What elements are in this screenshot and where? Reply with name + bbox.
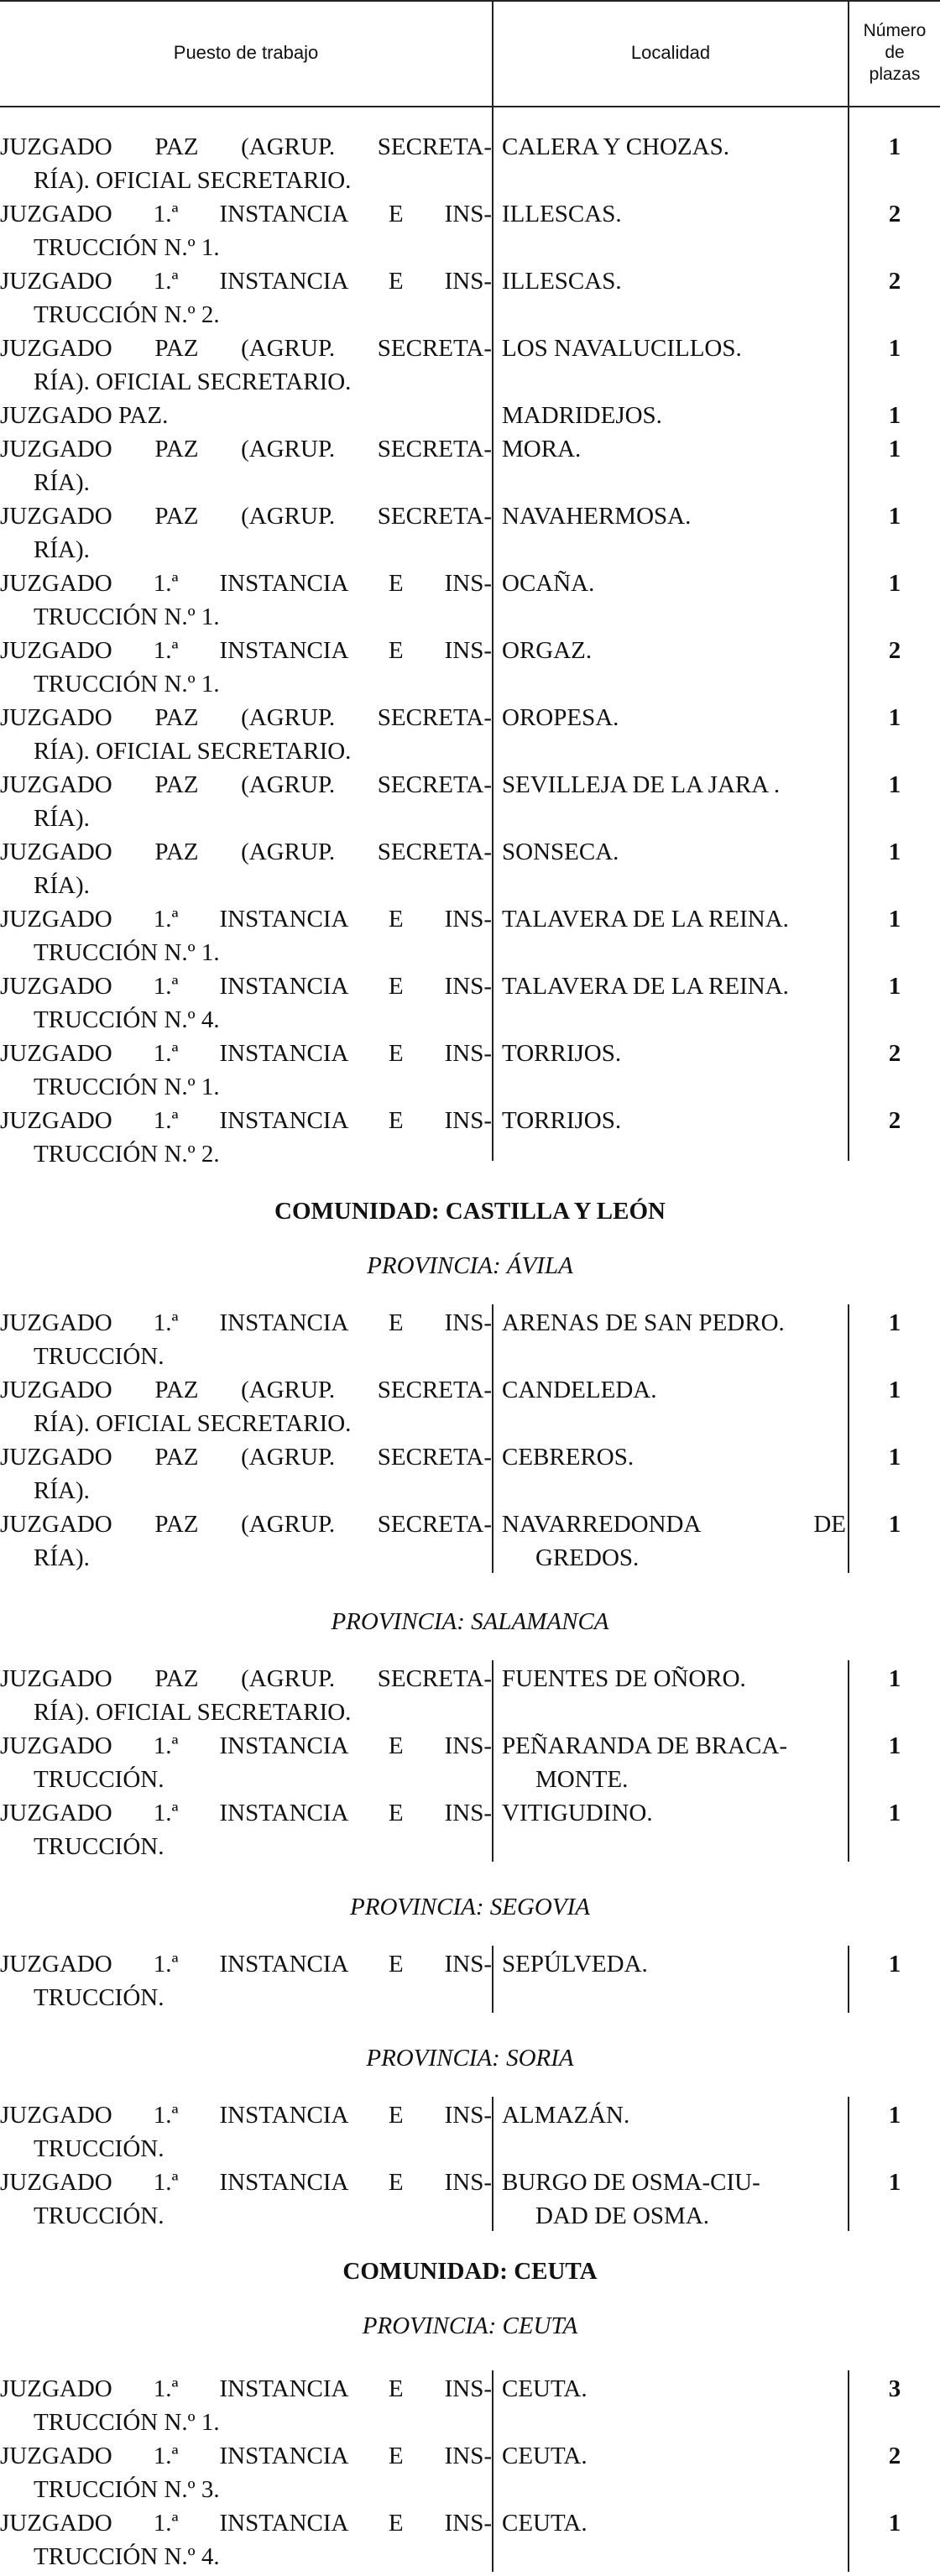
localidad-cell <box>502 197 846 231</box>
column-divider-2 <box>848 107 849 1161</box>
localidad-cell <box>502 1104 846 1137</box>
localidad-line-2: MONTE. <box>535 1766 629 1793</box>
plazas-cell: 1 <box>888 839 901 865</box>
localidad-line-1: OCAÑA. <box>502 570 595 597</box>
table-row <box>0 1373 940 1441</box>
table-row <box>0 2372 940 2440</box>
localidad-cell <box>502 1037 846 1070</box>
table-row <box>0 1037 940 1105</box>
table-row <box>0 1729 940 1797</box>
table-row <box>0 130 940 198</box>
puesto-line-1: JUZGADO PAZ (AGRUP. SECRETA- <box>0 503 492 530</box>
puesto-line-1: JUZGADO 1.ª INSTANCIA E INS- <box>0 1732 492 1759</box>
puesto-line-2: TRUCCIÓN. <box>34 2202 164 2229</box>
table-row <box>0 567 940 635</box>
plazas-cell: 1 <box>888 1377 901 1403</box>
localidad-cell <box>502 835 846 869</box>
table-row <box>0 2166 940 2234</box>
plazas-cell: 1 <box>888 704 901 731</box>
plazas-cell: 2 <box>888 201 901 227</box>
table-row <box>0 399 940 432</box>
puesto-line-2: RÍA). OFICIAL SECRETARIO. <box>34 1699 352 1726</box>
localidad-line-1: ALMAZÁN. <box>502 2102 630 2129</box>
puesto-line-1: JUZGADO 1.ª INSTANCIA E INS- <box>0 2443 492 2469</box>
localidad-line-1: CEUTA. <box>502 2510 588 2537</box>
puesto-line-1: JUZGADO 1.ª INSTANCIA E INS- <box>0 2375 492 2402</box>
header-puesto: Puesto de trabajo <box>173 42 319 63</box>
puesto-line-1: JUZGADO 1.ª INSTANCIA E INS- <box>0 1040 492 1067</box>
plazas-cell: 1 <box>888 2169 901 2196</box>
puesto-line-1: JUZGADO PAZ (AGRUP. SECRETA- <box>0 436 492 462</box>
puesto-cell <box>0 1104 492 1171</box>
plazas-cell: 1 <box>888 1800 901 1826</box>
puesto-line-2: TRUCCIÓN N.º 1. <box>34 234 220 261</box>
table-row <box>0 835 940 903</box>
plazas-cell: 2 <box>888 637 901 664</box>
localidad-cell <box>502 332 846 365</box>
plazas-cell: 1 <box>888 1444 901 1471</box>
localidad-line-1: CEBREROS. <box>502 1444 634 1471</box>
provincia-title-ceuta: PROVINCIA: CEUTA <box>362 2312 578 2339</box>
comunidad-ceuta-title: COMUNIDAD: CEUTA <box>342 2258 598 2285</box>
localidad-line-1: MORA. <box>502 436 582 462</box>
table-row <box>0 1662 940 1730</box>
localidad-cell <box>502 432 846 466</box>
header-bottom-rule <box>0 106 940 107</box>
localidad-line-1: CEUTA. <box>502 2375 588 2402</box>
puesto-line-2: TRUCCIÓN N.º 1. <box>34 939 220 966</box>
puesto-line-2: RÍA). <box>34 469 90 496</box>
table-header <box>0 0 940 107</box>
puesto-line-2: TRUCCIÓN N.º 1. <box>34 604 220 630</box>
column-divider-1 <box>492 1304 494 1573</box>
localidad-line-1: CEUTA. <box>502 2443 588 2469</box>
table-row <box>0 432 940 500</box>
puesto-line-1: JUZGADO 1.ª INSTANCIA E INS- <box>0 268 492 295</box>
puesto-cell <box>0 1507 492 1575</box>
localidad-cell <box>502 2439 846 2473</box>
plazas-cell: 1 <box>888 1665 901 1692</box>
localidad-line-1: MADRIDEJOS. <box>502 402 662 429</box>
header-divider-1 <box>492 0 494 107</box>
puesto-cell <box>0 1662 492 1729</box>
column-divider-2 <box>848 1660 849 1862</box>
header-numero-plazas: Número de plazas <box>863 21 927 84</box>
localidad-cell <box>502 399 846 432</box>
puesto-line-2: RÍA). OFICIAL SECRETARIO. <box>34 167 352 194</box>
puesto-line-1: JUZGADO PAZ (AGRUP. SECRETA- <box>0 704 492 731</box>
provincia-title-salamanca: PROVINCIA: SALAMANCA <box>331 1608 609 1635</box>
puesto-line-2: TRUCCIÓN N.º 4. <box>34 1006 220 1033</box>
puesto-cell <box>0 1440 492 1507</box>
table-row <box>0 768 940 836</box>
column-divider-1 <box>492 2370 494 2572</box>
plazas-cell: 2 <box>888 268 901 295</box>
puesto-line-1: JUZGADO PAZ. <box>0 402 169 429</box>
localidad-cell <box>502 1507 846 1575</box>
header-divider-2 <box>848 0 849 107</box>
localidad-cell <box>502 1796 846 1830</box>
table-row <box>0 1306 940 1374</box>
localidad-cell <box>502 264 846 298</box>
localidad-cell <box>502 499 846 533</box>
localidad-line-1: TALAVERA DE LA REINA. <box>502 906 789 933</box>
plazas-cell: 1 <box>888 1732 901 1759</box>
plazas-cell: 1 <box>888 133 901 160</box>
localidad-line-1: TORRIJOS. <box>502 1107 622 1134</box>
puesto-cell <box>0 2098 492 2166</box>
puesto-line-2: TRUCCIÓN. <box>34 1766 164 1793</box>
localidad-cell <box>502 1306 846 1340</box>
header-top-rule <box>0 0 940 2</box>
puesto-cell <box>0 2166 492 2233</box>
header-localidad: Localidad <box>630 42 711 63</box>
puesto-line-2: TRUCCIÓN. <box>34 1984 164 2011</box>
plazas-cell: 1 <box>888 906 901 933</box>
puesto-line-2: TRUCCIÓN N.º 2. <box>34 1141 220 1168</box>
localidad-cell <box>502 1373 846 1407</box>
puesto-line-1: JUZGADO 1.ª INSTANCIA E INS- <box>0 1800 492 1826</box>
localidad-line-1: ORGAZ. <box>502 637 593 664</box>
puesto-cell <box>0 969 492 1037</box>
table-row <box>0 499 940 567</box>
puesto-cell <box>0 399 492 432</box>
puesto-line-1: JUZGADO 1.ª INSTANCIA E INS- <box>0 1951 492 1978</box>
column-divider-1 <box>492 2097 494 2231</box>
localidad-line-1: SEVILLEJA DE LA JARA . <box>502 771 781 798</box>
puesto-cell <box>0 835 492 902</box>
puesto-line-2: TRUCCIÓN N.º 1. <box>34 2409 220 2436</box>
table-row <box>0 332 940 400</box>
puesto-cell <box>0 264 492 332</box>
plazas-cell: 1 <box>888 335 901 362</box>
localidad-line-1: CANDELEDA. <box>502 1377 657 1403</box>
puesto-line-1: JUZGADO 1.ª INSTANCIA E INS- <box>0 2102 492 2129</box>
puesto-line-2: TRUCCIÓN N.º 4. <box>34 2543 220 2570</box>
provincia-title-soria: PROVINCIA: SORIA <box>366 2045 574 2072</box>
table-row <box>0 197 940 265</box>
localidad-line-1: ILLESCAS. <box>502 268 622 295</box>
localidad-cell <box>502 2372 846 2406</box>
plazas-cell: 1 <box>888 503 901 530</box>
puesto-cell <box>0 701 492 768</box>
localidad-cell <box>502 2506 846 2540</box>
localidad-line-1: TORRIJOS. <box>502 1040 622 1067</box>
table-row <box>0 1507 940 1575</box>
puesto-line-1: JUZGADO 1.ª INSTANCIA E INS- <box>0 973 492 1000</box>
localidad-cell <box>502 768 846 802</box>
localidad-line-1: NAVARREDONDA DE <box>502 1511 846 1538</box>
table-row <box>0 701 940 769</box>
puesto-cell <box>0 332 492 399</box>
table-row <box>0 969 940 1037</box>
puesto-line-2: RÍA). <box>34 805 90 832</box>
puesto-line-1: JUZGADO 1.ª INSTANCIA E INS- <box>0 1107 492 1134</box>
puesto-cell <box>0 432 492 499</box>
plazas-cell: 1 <box>888 436 901 462</box>
localidad-line-1: ARENAS DE SAN PEDRO. <box>502 1309 785 1336</box>
plazas-cell: 1 <box>888 1309 901 1336</box>
localidad-cell <box>502 634 846 667</box>
localidad-cell <box>502 2098 846 2132</box>
plazas-cell: 1 <box>888 1511 901 1538</box>
plazas-cell: 2 <box>888 2443 901 2469</box>
provincia-title-avila: PROVINCIA: ÁVILA <box>367 1252 573 1279</box>
column-divider-2 <box>848 1304 849 1573</box>
puesto-line-2: RÍA). <box>34 872 90 899</box>
table-row <box>0 1796 940 1864</box>
puesto-cell <box>0 130 492 197</box>
puesto-line-1: JUZGADO PAZ (AGRUP. SECRETA- <box>0 1444 492 1471</box>
puesto-cell <box>0 197 492 264</box>
table-row <box>0 2098 940 2166</box>
plazas-cell: 1 <box>888 2102 901 2129</box>
plazas-cell: 1 <box>888 570 901 597</box>
plazas-cell: 2 <box>888 1107 901 1134</box>
puesto-cell <box>0 567 492 634</box>
puesto-line-1: JUZGADO PAZ (AGRUP. SECRETA- <box>0 771 492 798</box>
puesto-line-1: JUZGADO PAZ (AGRUP. SECRETA- <box>0 1377 492 1403</box>
table-row <box>0 1440 940 1508</box>
provincia-title-segovia: PROVINCIA: SEGOVIA <box>350 1894 590 1920</box>
puesto-cell <box>0 499 492 567</box>
puesto-line-1: JUZGADO 1.ª INSTANCIA E INS- <box>0 2510 492 2537</box>
localidad-cell <box>502 969 846 1003</box>
puesto-line-2: RÍA). OFICIAL SECRETARIO. <box>34 1410 352 1437</box>
puesto-cell <box>0 1796 492 1863</box>
puesto-line-2: TRUCCIÓN. <box>34 1343 164 1370</box>
puesto-line-2: TRUCCIÓN. <box>34 2135 164 2162</box>
puesto-cell <box>0 2439 492 2506</box>
comunidad-castilla-leon-title: COMUNIDAD: CASTILLA Y LEÓN <box>274 1198 666 1225</box>
localidad-cell <box>502 1440 846 1474</box>
localidad-line-1: NAVAHERMOSA. <box>502 503 692 530</box>
localidad-cell <box>502 1947 846 1981</box>
puesto-line-2: TRUCCIÓN. <box>34 1833 164 1860</box>
puesto-line-1: JUZGADO 1.ª INSTANCIA E INS- <box>0 201 492 227</box>
localidad-line-1: PEÑARANDA DE BRACA- <box>502 1732 787 1759</box>
localidad-line-1: OROPESA. <box>502 704 619 731</box>
puesto-cell <box>0 2372 492 2439</box>
localidad-cell <box>502 1729 846 1796</box>
localidad-line-1: CALERA Y CHOZAS. <box>502 133 729 160</box>
column-divider-1 <box>492 1946 494 2013</box>
plazas-cell: 1 <box>888 973 901 1000</box>
puesto-cell <box>0 1729 492 1796</box>
puesto-cell <box>0 1947 492 2014</box>
plazas-cell: 1 <box>888 1951 901 1978</box>
localidad-line-1: LOS NAVALUCILLOS. <box>502 335 742 362</box>
puesto-line-1: JUZGADO PAZ (AGRUP. SECRETA- <box>0 335 492 362</box>
puesto-line-2: RÍA). <box>34 1477 90 1504</box>
plazas-cell: 1 <box>888 771 901 798</box>
puesto-line-2: RÍA). <box>34 1544 90 1571</box>
localidad-line-2: GREDOS. <box>535 1544 640 1571</box>
plazas-cell: 1 <box>888 402 901 429</box>
puesto-line-1: JUZGADO 1.ª INSTANCIA E INS- <box>0 2169 492 2196</box>
plazas-cell: 3 <box>888 2375 901 2402</box>
localidad-line-1: ILLESCAS. <box>502 201 622 227</box>
table-row <box>0 1104 940 1172</box>
localidad-line-1: FUENTES DE OÑORO. <box>502 1665 746 1692</box>
puesto-line-1: JUZGADO 1.ª INSTANCIA E INS- <box>0 570 492 597</box>
localidad-line-1: SEPÚLVEDA. <box>502 1951 648 1978</box>
table-row <box>0 634 940 702</box>
puesto-line-1: JUZGADO 1.ª INSTANCIA E INS- <box>0 1309 492 1336</box>
localidad-line-1: VITIGUDINO. <box>502 1800 653 1826</box>
puesto-line-2: RÍA). <box>34 536 90 563</box>
localidad-line-1: TALAVERA DE LA REINA. <box>502 973 789 1000</box>
puesto-cell <box>0 634 492 701</box>
localidad-cell <box>502 701 846 734</box>
table-row <box>0 264 940 332</box>
column-divider-2 <box>848 2097 849 2231</box>
table-row <box>0 1947 940 2015</box>
puesto-cell <box>0 1373 492 1440</box>
puesto-line-1: JUZGADO PAZ (AGRUP. SECRETA- <box>0 133 492 160</box>
localidad-line-2: DAD DE OSMA. <box>535 2202 710 2229</box>
puesto-line-1: JUZGADO PAZ (AGRUP. SECRETA- <box>0 1511 492 1538</box>
plazas-cell: 1 <box>888 2510 901 2537</box>
column-divider-2 <box>848 1946 849 2013</box>
column-divider-1 <box>492 1660 494 1862</box>
puesto-line-1: JUZGADO 1.ª INSTANCIA E INS- <box>0 906 492 933</box>
localidad-line-1: SONSECA. <box>502 839 619 865</box>
puesto-cell <box>0 902 492 969</box>
localidad-cell <box>502 1662 846 1696</box>
puesto-line-2: TRUCCIÓN N.º 3. <box>34 2476 220 2503</box>
localidad-line-1: BURGO DE OSMA-CIU- <box>502 2169 760 2196</box>
puesto-cell <box>0 1306 492 1373</box>
localidad-cell <box>502 567 846 600</box>
puesto-cell <box>0 768 492 835</box>
puesto-cell <box>0 2506 492 2573</box>
puesto-line-1: JUZGADO PAZ (AGRUP. SECRETA- <box>0 839 492 865</box>
localidad-cell <box>502 2166 846 2233</box>
puesto-line-1: JUZGADO PAZ (AGRUP. SECRETA- <box>0 1665 492 1692</box>
table-row <box>0 902 940 970</box>
puesto-line-2: TRUCCIÓN N.º 1. <box>34 671 220 698</box>
puesto-line-1: JUZGADO 1.ª INSTANCIA E INS- <box>0 637 492 664</box>
table-row <box>0 2506 940 2574</box>
column-divider-1 <box>492 107 494 1161</box>
puesto-line-2: RÍA). OFICIAL SECRETARIO. <box>34 368 352 395</box>
puesto-line-2: TRUCCIÓN N.º 1. <box>34 1074 220 1100</box>
localidad-cell <box>502 902 846 936</box>
table-row <box>0 2439 940 2507</box>
puesto-line-2: TRUCCIÓN N.º 2. <box>34 301 220 328</box>
puesto-cell <box>0 1037 492 1104</box>
puesto-line-2: RÍA). OFICIAL SECRETARIO. <box>34 738 352 765</box>
column-divider-2 <box>848 2370 849 2572</box>
plazas-cell: 2 <box>888 1040 901 1067</box>
localidad-cell <box>502 130 846 164</box>
